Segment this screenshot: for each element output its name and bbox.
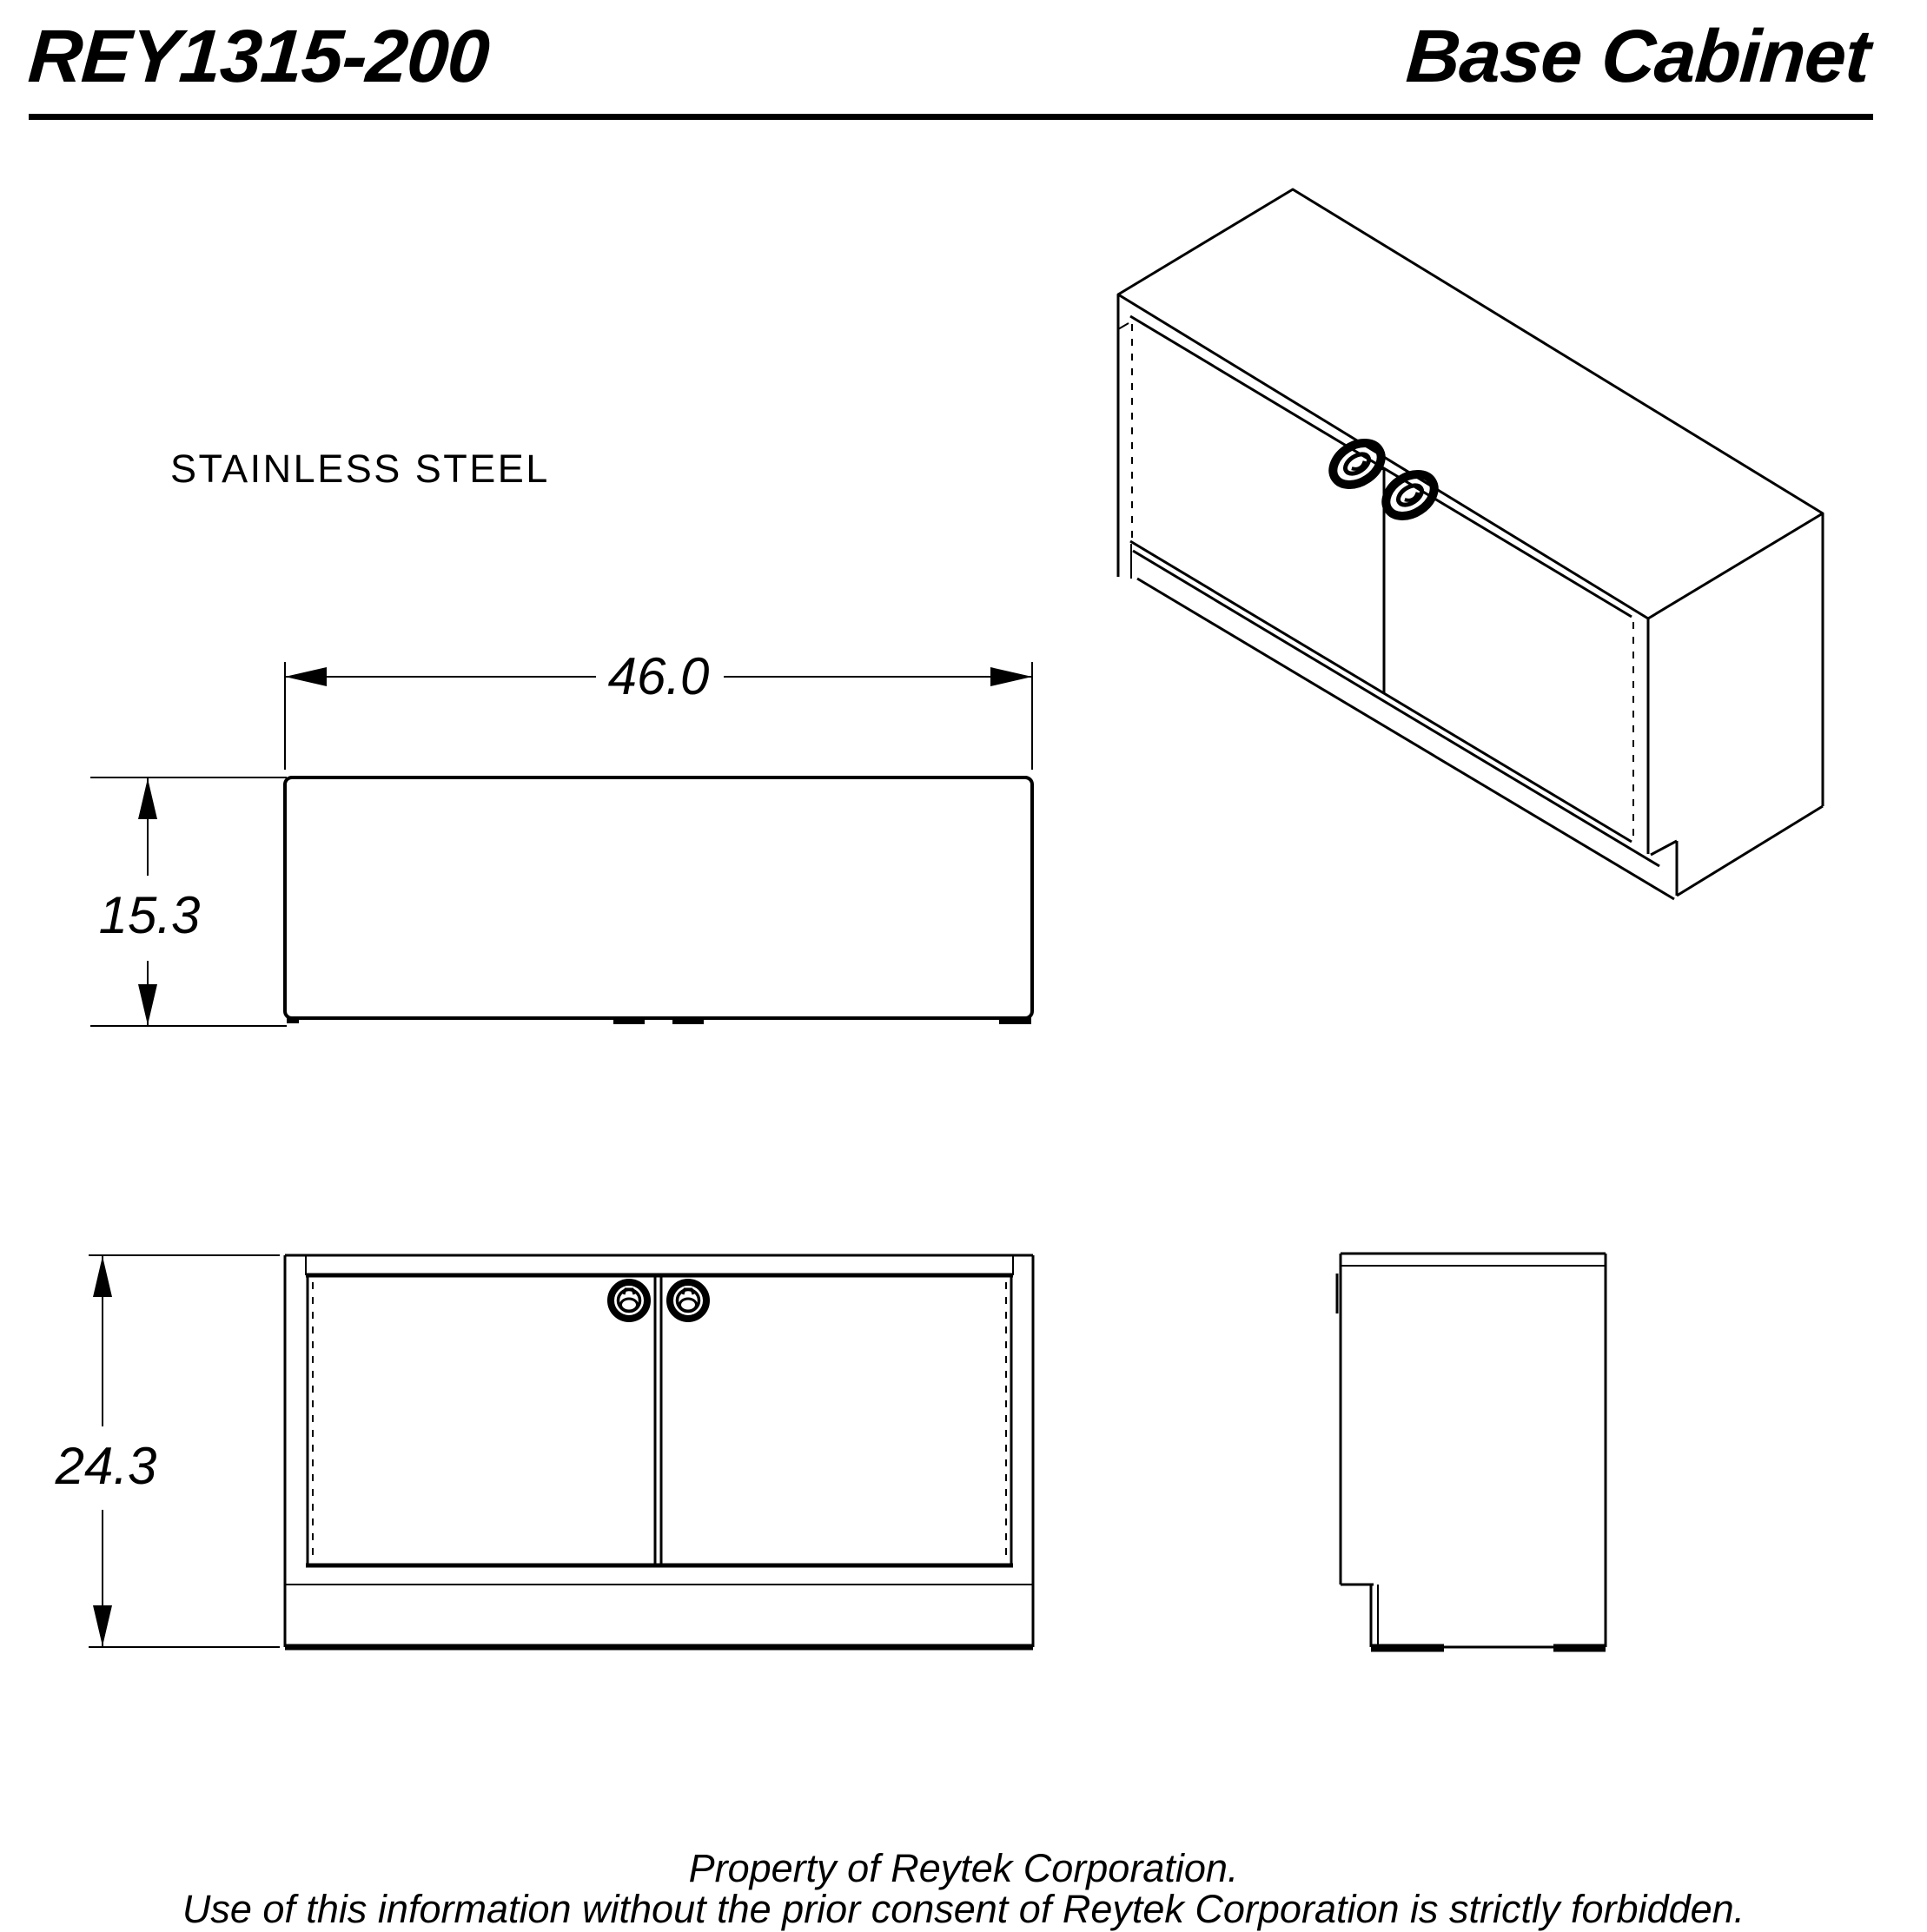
- dim-height-label: 24.3: [55, 1437, 157, 1495]
- flush-pull-handle-left-iso: [1325, 434, 1388, 493]
- side-view: [1337, 1254, 1606, 1648]
- footer-line-1: Property of Reytek Corporation.: [688, 1846, 1239, 1890]
- footer-line-2: Use of this information without the prior consent of Reytek Corporation is strictly forbidden.: [182, 1886, 1745, 1931]
- model-number-title: REY1315-200: [25, 15, 492, 98]
- dim-width-label: 46.0: [607, 647, 710, 705]
- handle-mark-right: [672, 1016, 704, 1024]
- dim-depth-label: 15.3: [98, 886, 201, 944]
- footer-note: [0, 1846, 1927, 1931]
- handle-mark-left: [613, 1016, 645, 1024]
- flush-pull-handle-left-front: [611, 1282, 647, 1319]
- dim-width: [285, 647, 1032, 770]
- material-note: STAINLESS STEEL: [170, 447, 550, 491]
- flush-pull-handle-right-front: [670, 1282, 706, 1319]
- isometric-view: [1118, 189, 1823, 899]
- dim-depth: [90, 777, 287, 1026]
- product-title: Base Cabinet: [1403, 15, 1873, 98]
- dim-height: [55, 1255, 280, 1647]
- flush-pull-handle-right-iso: [1378, 466, 1441, 525]
- top-view: [285, 777, 1032, 1024]
- front-view: [285, 1255, 1033, 1647]
